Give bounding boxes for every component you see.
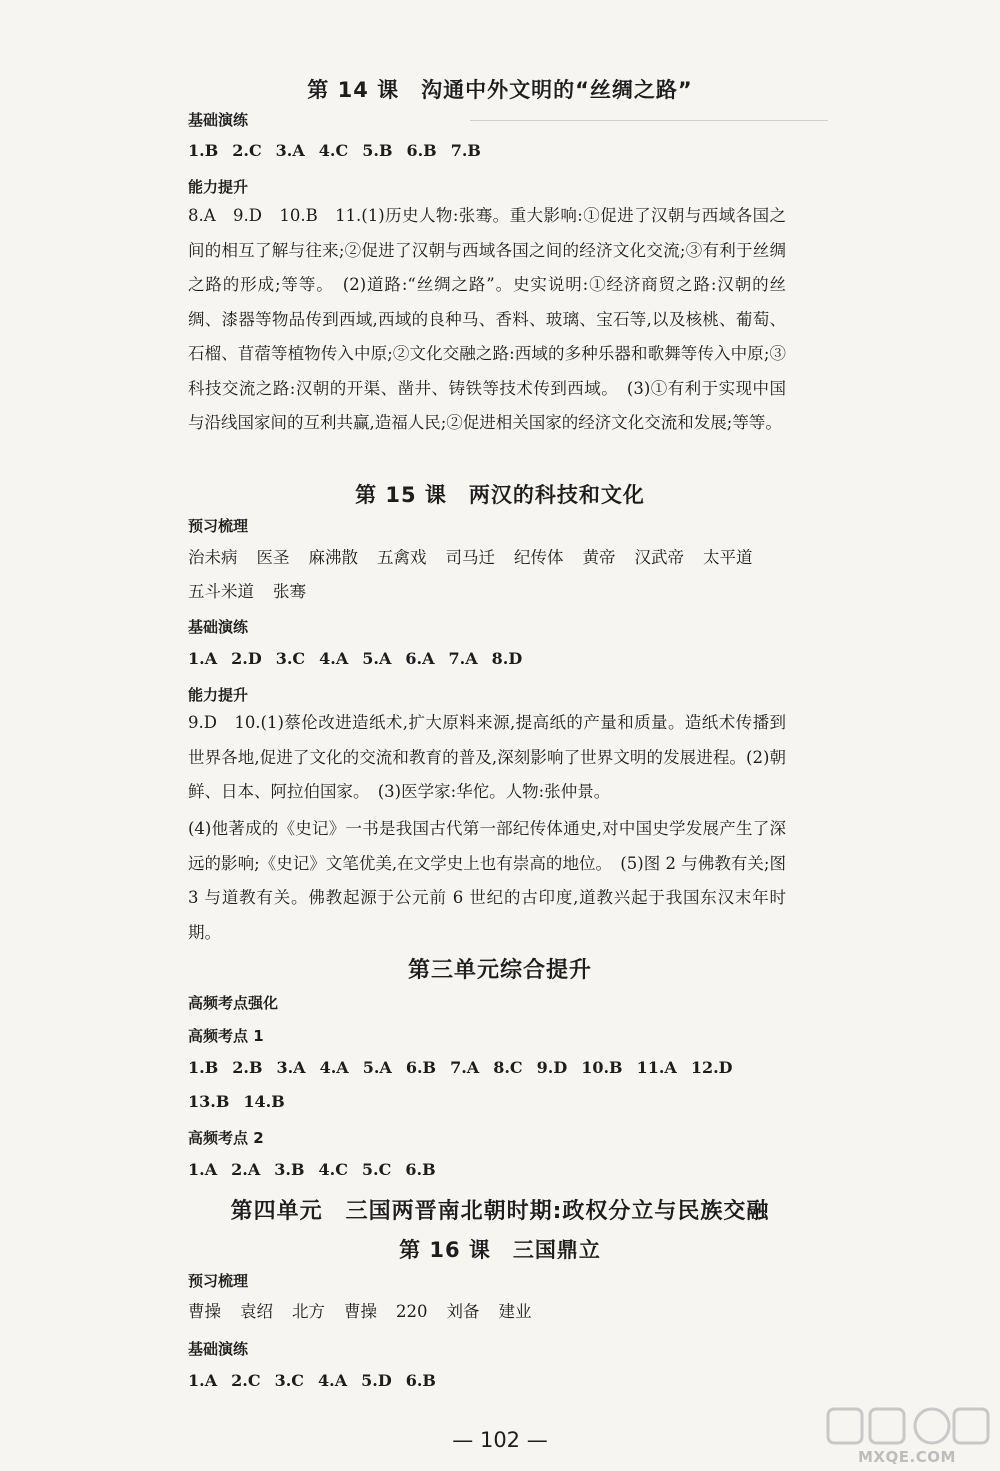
list-item: 1.A: [188, 1371, 218, 1390]
list-item: 汉武帝: [634, 548, 684, 567]
list-item: 治未病: [188, 548, 238, 567]
list-item: 4.C: [318, 1160, 348, 1179]
list-item: 2.C: [232, 141, 262, 160]
list-item: 5.B: [362, 141, 393, 160]
page-number: — 102 —: [452, 1428, 548, 1452]
list-item: 6.B: [405, 1058, 437, 1077]
list-item: 曹操: [188, 1302, 221, 1321]
list-item: 刘备: [446, 1302, 480, 1321]
list-item: 司马迁: [445, 548, 495, 567]
lesson-16-preview-terms: [188, 1295, 788, 1329]
lesson-14-title: 第 14 课 沟通中外文明的“丝绸之路”: [307, 78, 693, 102]
list-item: 5.A: [362, 649, 392, 668]
list-item: 1.B: [188, 141, 219, 160]
unit-3-title: 第三单元综合提升: [407, 958, 592, 983]
lesson-16-preview-label: 预习梳理: [188, 1272, 249, 1290]
lesson-15-preview-terms: [188, 541, 788, 609]
list-item: 1.A: [188, 649, 218, 668]
list-item: 2.D: [231, 649, 262, 668]
list-item: 7.A: [450, 1058, 480, 1077]
lesson-14-ability-label: 能力提升: [188, 178, 249, 196]
list-item: 1.A: [188, 1160, 218, 1179]
list-item: 张骞: [273, 582, 306, 601]
list-item: 13.B: [188, 1092, 230, 1111]
lesson-14-ability-text: 8.A 9.D 10.B 11.(1)历史人物:张骞。重大影响:①促进了汉朝与西域各国之间的相互了解与往来;②促进了汉朝与西域各国之间的经济文化交流;③有利于丝绸之路的形成;等等。 (2)道路:“丝绸之路”。史实说明:①经济商贸之路:汉朝的丝绸、漆器等物品传到西域,西域的良种马、香料、玻璃、宝石等,以及核桃、葡萄、石榴、苜蓿等植物传入中原;②文化交融之路:西域的多种乐器和歌舞等传入中原;③科技交流之路:汉朝的开渠、凿井、铸铁等技术传到西域。 (3)①有利于实现中国与沿线国家间的互利共赢,造福人民;②促进相关国家的经济文化交流和发展;等等。: [188, 206, 786, 432]
list-item: 3.A: [275, 141, 305, 160]
list-item: 8.D: [491, 649, 523, 668]
list-item: 1.B: [188, 1058, 219, 1077]
list-item: 6.B: [405, 1160, 436, 1179]
lesson-14-basic-label: 基础演练: [188, 111, 249, 129]
lesson-14-basic-answers: [188, 141, 788, 160]
unit-3-strengthen-label: 高频考点强化: [188, 994, 279, 1012]
list-item: 北方: [292, 1302, 325, 1321]
lesson-15-basic-label: 基础演练: [188, 618, 249, 636]
header-rule: [470, 120, 828, 121]
list-item: 2.C: [231, 1371, 261, 1390]
list-item: 11.A: [636, 1058, 677, 1077]
list-item: 6.B: [405, 1371, 436, 1390]
lesson-16-basic-answers: [188, 1371, 788, 1390]
lesson-16-basic-label: 基础演练: [188, 1340, 249, 1358]
list-item: 3.C: [274, 1371, 304, 1390]
list-item: 5.C: [361, 1160, 392, 1179]
lesson-16-title: 第 16 课 三国鼎立: [399, 1238, 601, 1262]
list-item: 五斗米道: [188, 582, 254, 601]
list-item: 黄帝: [582, 548, 616, 567]
watermark-url: MXQE.COM: [858, 1448, 956, 1466]
list-item: 纪传体: [514, 548, 564, 567]
unit-3-point-1-label: 高频考点 1: [188, 1027, 264, 1045]
lesson-15-preview-label: 预习梳理: [188, 517, 249, 535]
list-item: 12.D: [690, 1058, 733, 1077]
list-item: 3.C: [275, 649, 306, 668]
list-item: 5.D: [361, 1371, 392, 1390]
list-item: 10.B: [581, 1058, 623, 1077]
list-item: 6.A: [405, 649, 435, 668]
list-item: 9.D: [536, 1058, 568, 1077]
list-item: 7.A: [448, 649, 478, 668]
list-item: 建业: [498, 1302, 532, 1321]
list-item: 2.B: [232, 1058, 263, 1077]
lesson-15-ability-text-2: (4)他著成的《史记》一书是我国古代第一部纪传体通史,对中国史学发展产生了深远的影响;《史记》文笔优美,在文学史上也有崇高的地位。 (5)图 2 与佛教有关;图 3 与道教有关。佛教起源于公元前 6 世纪的古印度,道教兴起于我国东汉末年时期。: [188, 819, 786, 942]
list-item: 3.A: [276, 1058, 306, 1077]
list-item: 220: [396, 1302, 428, 1321]
list-item: 五禽戏: [377, 548, 427, 567]
lesson-15-ability-label: 能力提升: [188, 686, 249, 704]
list-item: 5.A: [362, 1058, 392, 1077]
unit-3-point-1-answers-row-1: [188, 1058, 788, 1077]
list-item: 4.A: [318, 1371, 348, 1390]
list-item: 医圣: [256, 548, 290, 567]
unit-3-point-2-answers: [188, 1160, 788, 1179]
lesson-15-basic-answers: [188, 649, 788, 668]
list-item: 2.A: [231, 1160, 261, 1179]
list-item: 4.C: [318, 141, 349, 160]
lesson-15-title: 第 15 课 两汉的科技和文化: [355, 483, 645, 507]
list-item: 3.B: [274, 1160, 305, 1179]
unit-4-title: 第四单元 三国两晋南北朝时期:政权分立与民族交融: [230, 1199, 770, 1224]
lesson-15-ability-text-1: 9.D 10.(1)蔡伦改进造纸术,扩大原料来源,提高纸的产量和质量。造纸术传播到世界各地,促进了文化的交流和教育的普及,深刻影响了世界文明的发展进程。(2)朝鲜、日本、阿拉伯国家。 (3)医学家:华佗。人物:张仲景。: [188, 713, 786, 801]
list-item: 麻沸散: [308, 548, 358, 567]
unit-3-point-1-answers-row-2: [188, 1092, 788, 1111]
list-item: 8.C: [493, 1058, 523, 1077]
list-item: 曹操: [344, 1302, 377, 1321]
list-item: 袁绍: [240, 1302, 273, 1321]
list-item: 6.B: [406, 141, 437, 160]
list-item: 14.B: [243, 1092, 285, 1111]
unit-3-point-2-label: 高频考点 2: [188, 1129, 264, 1147]
list-item: 7.B: [450, 141, 481, 160]
list-item: 4.A: [319, 1058, 349, 1077]
list-item: 太平道: [703, 548, 753, 567]
list-item: 4.A: [319, 649, 349, 668]
